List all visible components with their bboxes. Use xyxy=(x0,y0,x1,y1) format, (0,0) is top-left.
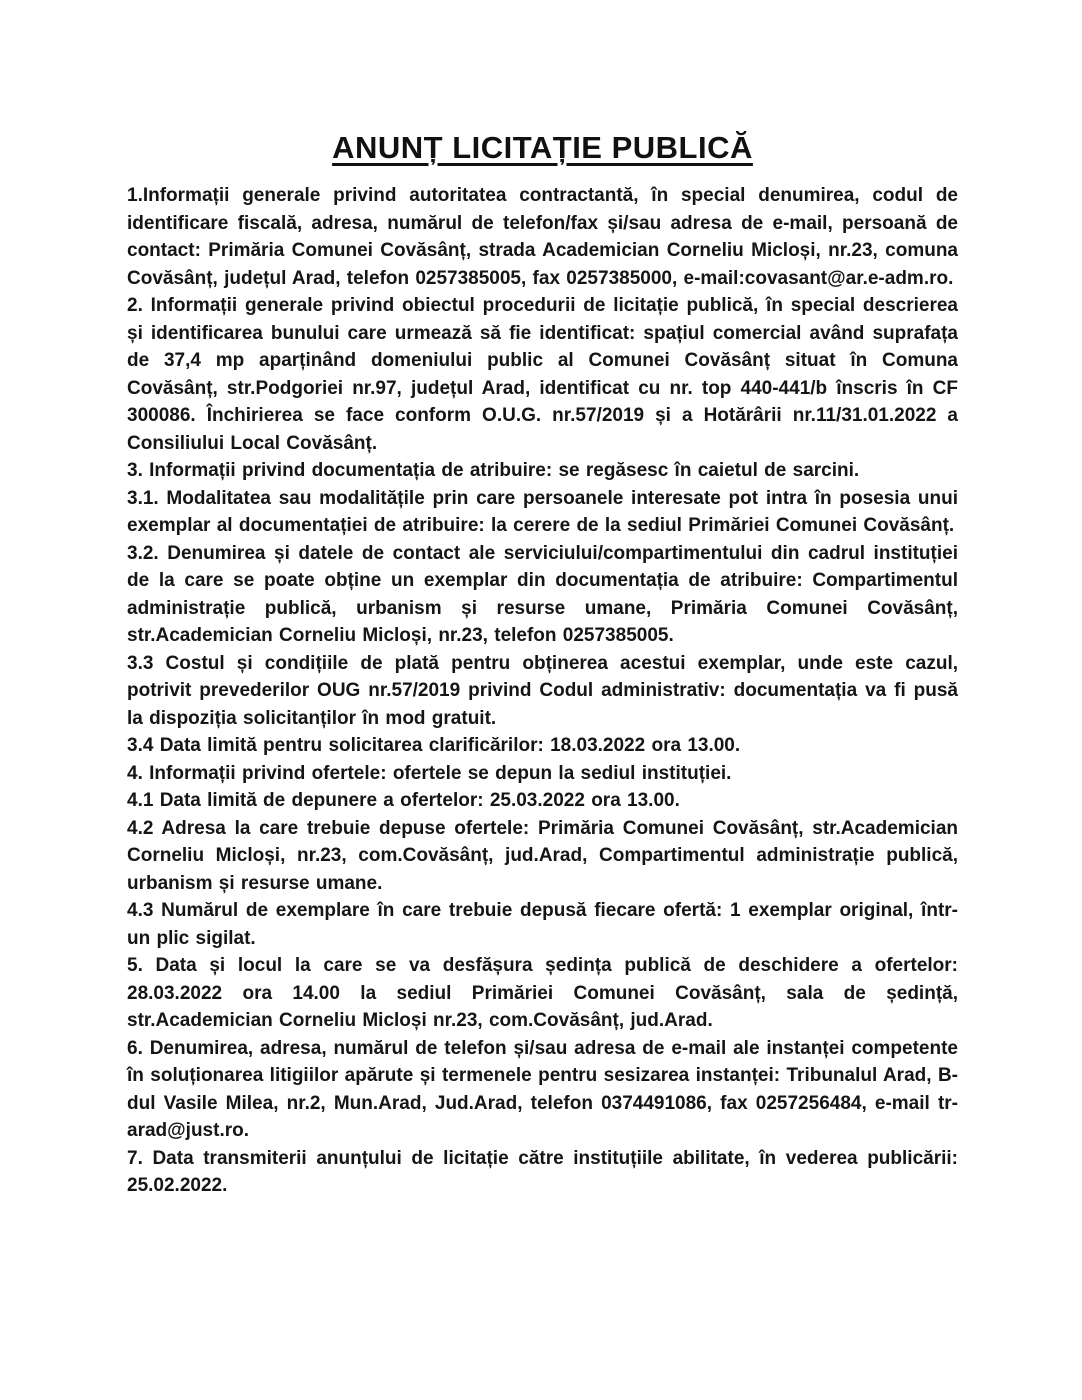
paragraph-4-1: 4.1 Data limită de depunere a ofertelor: 25.03.2022 ora 13.00. xyxy=(127,790,680,811)
paragraph-3-3: 3.3 Costul și condițiile de plată pentru obținerea acestui exemplar, unde este cazul, potrivit prevederilor OUG nr.57/2019 privind Codul administrativ: documentația va fi pusă la dispoziția solicitanților în mod gratuit. xyxy=(127,652,958,729)
paragraph-7: 7. Data transmiterii anunțului de licitație către instituțiile abilitate, în vederea publicării: 25.02.2022. xyxy=(127,1147,958,1196)
paragraph-4-2: 4.2 Adresa la care trebuie depuse ofertele: Primăria Comunei Covăsânț, str.Academician Corneliu Micloși, nr.23, com.Covăsânț, jud.Arad, Compartimentul administrație publică, urbanism și resurse umane. xyxy=(127,817,958,894)
paragraph-3-1: 3.1. Modalitatea sau modalitățile prin care persoanele interesate pot intra în posesia unui exemplar al documentației de atribuire: la cerere de la sediul Primăriei Comunei Covăsânț. xyxy=(127,487,958,536)
paragraph-4-3: 4.3 Numărul de exemplare în care trebuie depusă fiecare ofertă: 1 exemplar original, într-un plic sigilat. xyxy=(127,900,958,949)
paragraph-3-4: 3.4 Data limită pentru solicitarea clarificărilor: 18.03.2022 ora 13.00. xyxy=(127,735,741,756)
document-title xyxy=(127,128,958,168)
document-title-text: ANUNȚ LICITAȚIE PUBLICĂ xyxy=(332,130,753,165)
document-body xyxy=(127,182,958,1200)
paragraph-1: 1.Informații generale privind autoritatea contractantă, în special denumirea, codul de identificare fiscală, adresa, numărul de telefon/fax și/sau adresa de e-mail, persoană de contact: Primăria Comunei Covăsânț, strada Academician Corneliu Micloși, nr.23, comuna Covăsânț, județul Arad, telefon 0257385005, fax 0257385000, e-mail:covasant@ar.e-adm.ro. xyxy=(127,185,958,289)
paragraph-2: 2. Informații generale privind obiectul procedurii de licitație publică, în special descrierea și identificarea bunului care urmează să fie identificat: spațiul comercial având suprafața de 37,4 mp aparținând domeniului public al Comunei Covăsânț situat în Comuna Covăsânț, str.Podgoriei nr.97, județul Arad, identificat cu nr. top 440-441/b înscris în CF 300086. Închirierea se face conform O.U.G. nr.57/2019 și a Hotărârii nr.11/31.01.2022 a Consiliului Local Covăsânț. xyxy=(127,295,958,454)
paragraph-3-2: 3.2. Denumirea și datele de contact ale serviciului/compartimentului din cadrul instituției de la care se poate obține un exemplar din documentația de atribuire: Compartimentul administrație publică, urbanism și resurse umane, Primăria Comunei Covăsânț, str.Academician Corneliu Micloși, nr.23, telefon 0257385005. xyxy=(127,542,958,646)
paragraph-5: 5. Data și locul la care se va desfășura ședința publică de deschidere a ofertelor: 28.03.2022 ora 14.00 la sediul Primăriei Comunei Covăsânț, sala de ședință, str.Academician Corneliu Micloși nr.23, com.Covăsânț, jud.Arad. xyxy=(127,955,958,1031)
paragraph-4: 4. Informații privind ofertele: ofertele se depun la sediul instituției. xyxy=(127,762,732,784)
paragraph-6: 6. Denumirea, adresa, numărul de telefon și/sau adresa de e-mail ale instanței competente în soluționarea litigiilor apărute și termenele pentru sesizarea instanței: Tribunalul Arad, B-dul Vasile Milea, nr.2, Mun.Arad, Jud.Arad, telefon 0374491086, fax 0257256484, e-mail tr-arad@just.ro. xyxy=(127,1037,958,1141)
paragraph-3: 3. Informații privind documentația de atribuire: se regăsesc în caietul de sarcini. xyxy=(127,460,860,481)
